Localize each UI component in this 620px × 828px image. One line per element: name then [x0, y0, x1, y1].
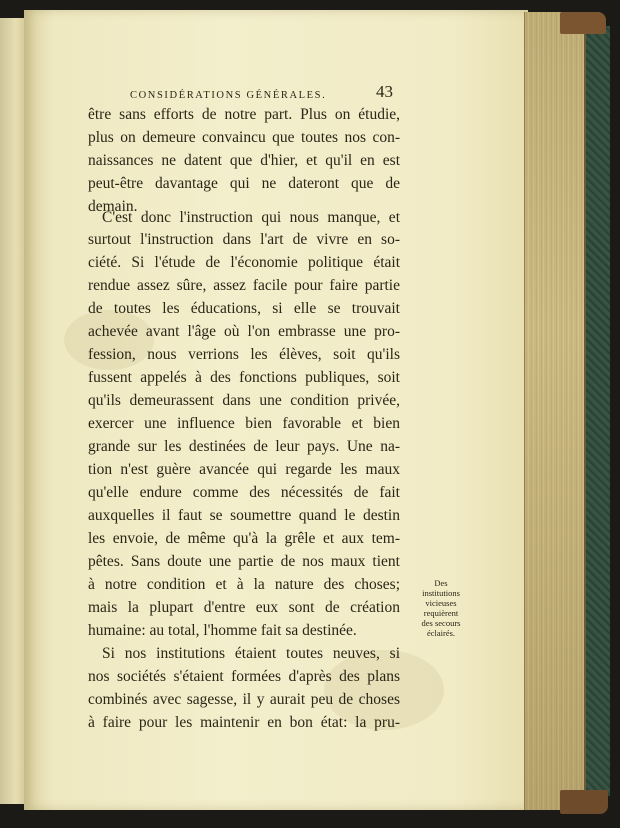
margin-note-line: Des: [434, 578, 448, 588]
margin-note-line: éclairés.: [426, 628, 456, 638]
text-line: grande sur les destinées de leur pays. Une na-: [88, 438, 400, 455]
text-line: à faire pour les maintenir en bon état: la pru-: [88, 714, 400, 731]
margin-note-line: institutions: [422, 588, 460, 598]
leather-corner-bottom: [560, 790, 608, 814]
text-line: fession, nous verrions les élèves, soit qu'ils: [88, 346, 400, 363]
text-line: Si nos institutions étaient toutes neuves, si: [102, 645, 400, 662]
margin-note-line: des secours: [421, 618, 461, 628]
cover-board: [584, 26, 610, 796]
text-line: qu'ils demeurassent dans une condition privée,: [88, 392, 400, 409]
text-line: mais la plupart d'entre eux sont de création: [88, 599, 400, 616]
leather-corner-top: [560, 12, 606, 34]
facing-page-edge: [0, 18, 27, 804]
text-line: tion n'est guère avancée qui regarde les maux: [88, 461, 400, 478]
text-line: auxquelles il faut se soumettre quand le destin: [88, 507, 400, 524]
text-line: de toutes les éducations, si elle se trouvait: [88, 300, 400, 317]
text-line: surtout l'instruction dans l'art de vivre en so-: [88, 231, 400, 248]
text-line: combinés avec sagesse, il y aurait peu de choses: [88, 691, 400, 708]
text-line: humaine: au total, l'homme fait sa destinée.: [88, 622, 357, 639]
text-line: plus on demeure convaincu que toutes nos con-: [88, 129, 400, 146]
text-line: rendue assez sûre, assez facile pour faire partie: [88, 277, 400, 294]
text-line: naissances ne datent que d'hier, et qu'il en est: [88, 152, 400, 169]
margin-note-line: requièrent: [423, 608, 459, 618]
page-number: 43: [376, 82, 393, 101]
text-line: qu'elle endure comme des nécessités de fait: [88, 484, 400, 501]
text-line: ciété. Si l'étude de l'économie politique était: [88, 254, 400, 271]
text-line: achevée avant l'âge où l'on embrasse une pro-: [88, 323, 400, 340]
text-line: C'est donc l'instruction qui nous manque, et: [102, 209, 400, 226]
text-line: fussent appelés à des fonctions publiques, soit: [88, 369, 400, 386]
margin-note-line: vicieuses: [425, 598, 457, 608]
text-line: demain.: [88, 198, 138, 215]
text-line: les envoie, de même qu'à la grêle et aux tem-: [88, 530, 400, 547]
margin-note: [408, 578, 474, 638]
text-line: exercer une influence bien favorable et bien: [88, 415, 400, 432]
text-line: pêtes. Sans doute une partie de nos maux tient: [88, 553, 400, 570]
text-line: à notre condition et à la nature des choses;: [88, 576, 400, 593]
text-line: peut-être davantage qui ne dateront que de: [88, 175, 400, 192]
text-line: être sans efforts de notre part. Plus on étudie,: [88, 106, 400, 123]
running-head: CONSIDÉRATIONS GÉNÉRALES.: [130, 90, 327, 101]
text-line: nos sociétés s'étaient formées d'après des plans: [88, 668, 400, 685]
